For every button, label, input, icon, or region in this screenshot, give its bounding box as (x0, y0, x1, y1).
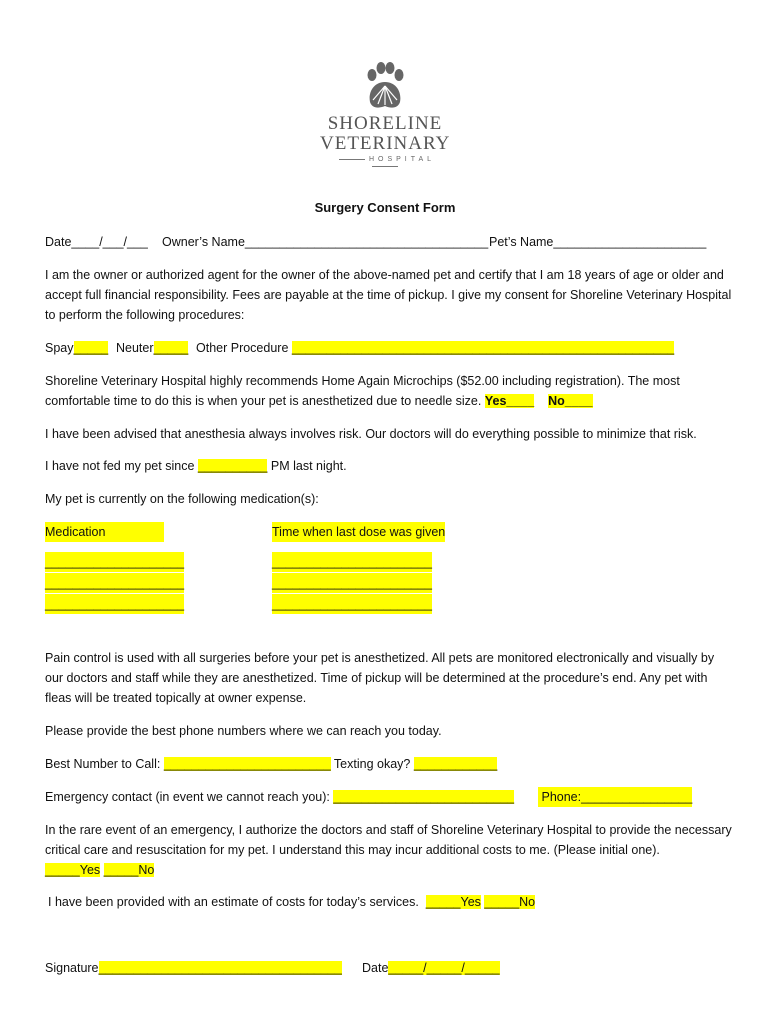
spay-option[interactable] (45, 338, 108, 358)
medication-row-2[interactable]: ____________________ (45, 573, 184, 593)
neuter-option[interactable] (116, 338, 188, 358)
dose-row-3[interactable]: _______________________ (272, 594, 432, 614)
other-procedure-option[interactable] (196, 338, 674, 358)
medication-row-3[interactable]: ____________________ (45, 594, 184, 614)
microchip-text: Shoreline Veterinary Hospital highly recommends Home Again Microchips ($52.00 including registration). The most comfortable time to do this is when your pet is anesthetized due to needle size. (45, 374, 680, 408)
logo-line-2: VETERINARY (320, 133, 451, 154)
phone-blank[interactable]: ________________ (581, 790, 693, 804)
critical-yes-option[interactable]: _____Yes (45, 863, 101, 877)
texting-blank[interactable]: ____________ (413, 757, 498, 771)
dose-row-2[interactable]: _______________________ (272, 573, 432, 593)
critical-no-option[interactable]: _____No (103, 863, 155, 877)
estimate-no-option[interactable]: _____No (484, 895, 536, 909)
fed-time-blank[interactable]: __________ (197, 459, 268, 473)
signature-label: Signature (45, 961, 99, 975)
estimate-line (48, 892, 535, 912)
neuter-label: Neuter (116, 341, 154, 355)
phone-intro: Please provide the best phone numbers where we can reach you today. (45, 724, 442, 738)
logo-line-3 (320, 156, 450, 170)
fed-prefix: I have not fed my pet since (45, 459, 195, 473)
meds-intro: My pet is currently on the following medication(s): (45, 492, 319, 506)
paw-shell-icon (362, 62, 408, 112)
anesthesia-text: I have been advised that anesthesia always involves risk. Our doctors will do everything possible to minimize that risk. (45, 427, 697, 441)
phone-label: Phone: (541, 790, 582, 804)
signature-blank[interactable]: ___________________________________ (98, 961, 342, 975)
hospital-logo (320, 62, 450, 170)
logo-hospital-text: HOSPITAL (368, 156, 436, 163)
medication-header: Medication (45, 522, 164, 542)
other-procedure-label: Other Procedure (196, 341, 289, 355)
other-procedure-blank[interactable]: _______________________________________________________ (291, 341, 675, 355)
intro-paragraph: I am the owner or authorized agent for the owner of the above-named pet and certify that I am 18 years of age or older and accept full financial responsibility. Fees are payable at the time of pickup. I give my consent for Shoreline Veterinary Hospital to perform the following procedures: (45, 268, 732, 322)
medication-row-1[interactable]: ____________________ (45, 552, 184, 572)
phone-field[interactable] (538, 787, 692, 807)
neuter-blank[interactable]: _____ (153, 341, 189, 355)
best-number-blank[interactable]: ________________________ (163, 757, 331, 771)
critical-care-text: In the rare event of an emergency, I authorize the doctors and staff of Shoreline Veterinary Hospital to provide the necessary critical care and resuscitation for my pet. I understand this may incur additional costs to me. (Please initial one). (45, 823, 732, 857)
signature-line (45, 958, 342, 978)
spay-blank[interactable]: _____ (73, 341, 109, 355)
emergency-label: Emergency contact (in event we cannot reach you): (45, 790, 330, 804)
best-number-line (45, 754, 497, 774)
fed-line (45, 456, 347, 476)
logo-line-1: SHORELINE (327, 113, 443, 134)
microchip-no[interactable]: No____ (548, 394, 593, 408)
microchip-yes[interactable]: Yes____ (484, 394, 535, 408)
critical-care-paragraph (45, 820, 735, 880)
emergency-line (45, 787, 514, 807)
dose-row-1[interactable]: _______________________ (272, 552, 432, 572)
pet-name-field[interactable]: Pet’s Name______________________ (489, 235, 707, 249)
owner-name-field[interactable]: Owner’s Name___________________________________ (162, 235, 489, 249)
microchip-paragraph (45, 371, 735, 411)
fed-suffix: PM last night. (270, 459, 347, 473)
pain-control-paragraph: Pain control is used with all surgeries before your pet is anesthetized. All pets are monitored electronically and visually by our doctors and staff while they are anesthetized. Time of pickup will be determined at the procedure’s end. Any pet with fleas will be treated topically at owner expense. (45, 651, 715, 705)
form-title: Surgery Consent Form (314, 200, 456, 215)
dose-time-header: Time when last dose was given (272, 522, 445, 542)
signature-date-blank[interactable]: _____/_____/_____ (388, 961, 500, 975)
best-number-label: Best Number to Call: (45, 757, 161, 771)
spay-label: Spay (45, 341, 74, 355)
signature-date-label: Date (362, 961, 389, 975)
date-field[interactable]: Date____/___/___ (45, 235, 148, 249)
emergency-blank[interactable]: __________________________ (333, 790, 515, 804)
texting-label: Texting okay? (333, 757, 411, 771)
signature-date-line (362, 958, 500, 978)
estimate-yes-option[interactable]: _____Yes (425, 895, 481, 909)
estimate-text: I have been provided with an estimate of costs for today’s services. (48, 895, 419, 909)
